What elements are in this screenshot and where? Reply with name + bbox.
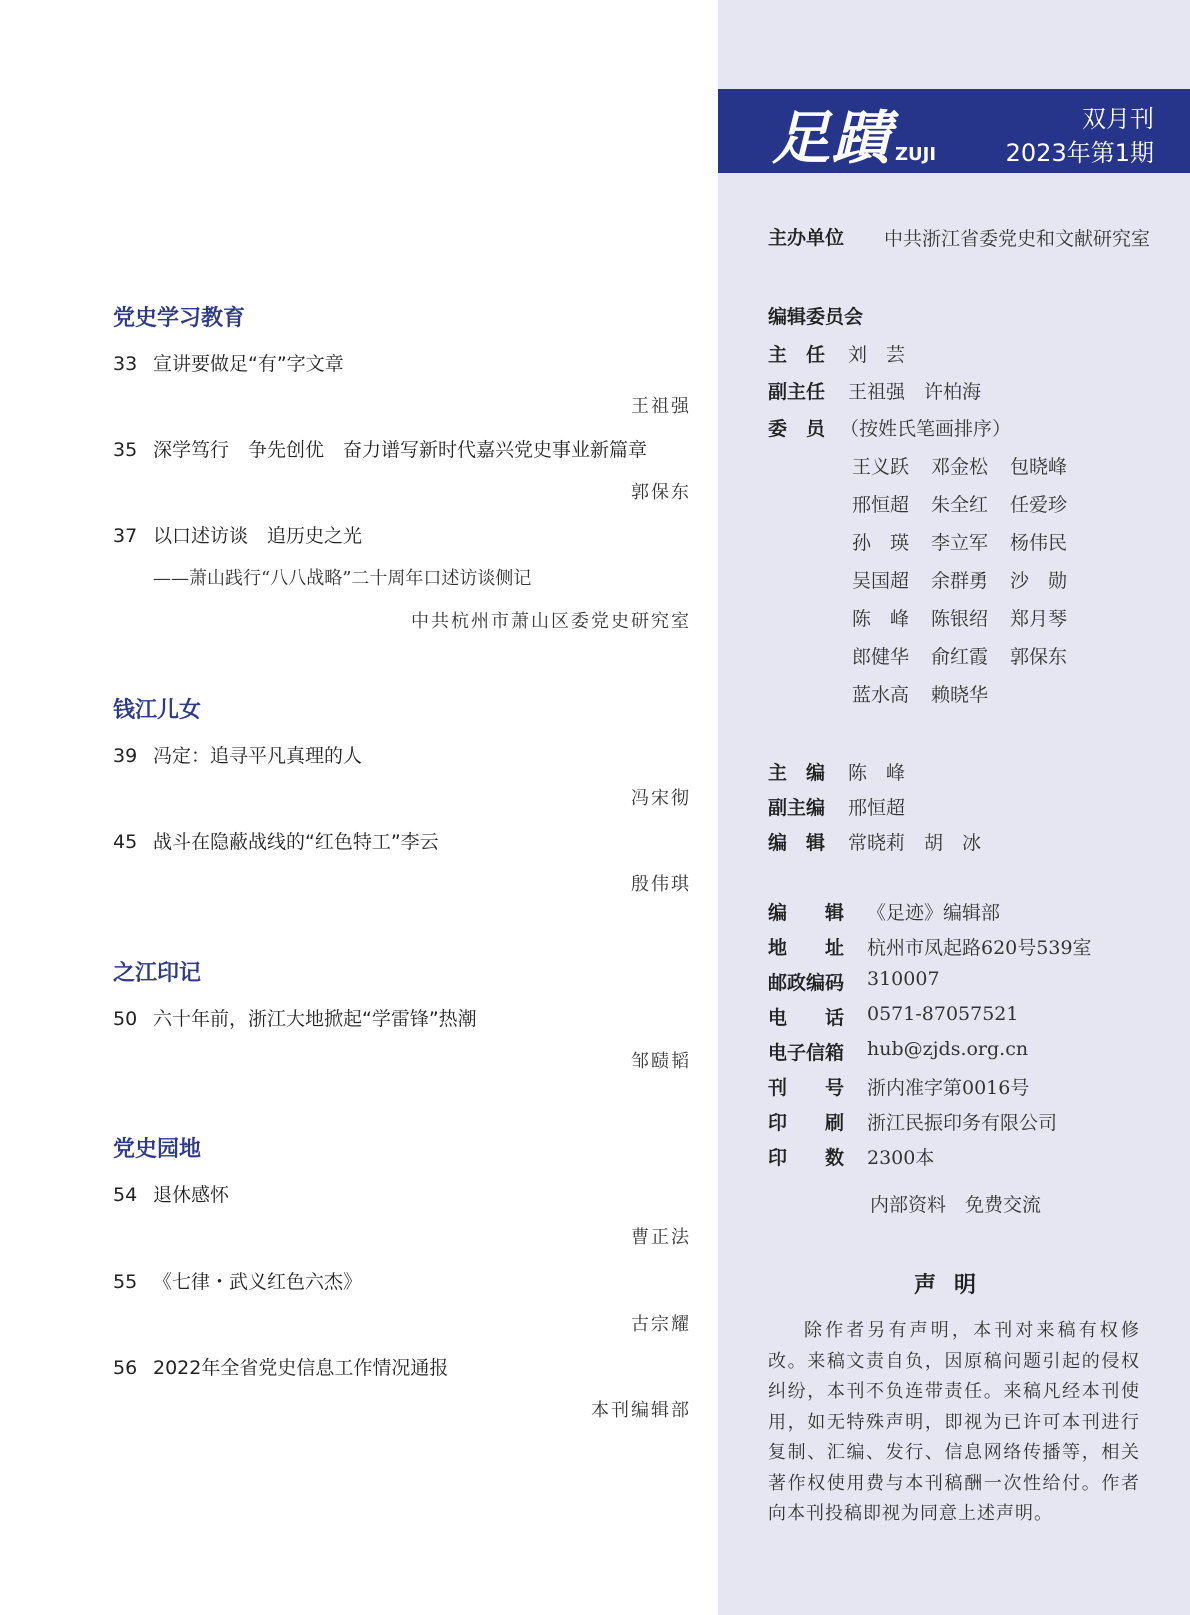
article-title-text: 深学笃行 争先创优 奋力谱写新时代嘉兴党史事业新篇章 bbox=[153, 439, 648, 461]
committee-member: 朱全红 bbox=[931, 494, 989, 516]
article-page-number: 37 bbox=[113, 525, 138, 547]
article-page-number: 50 bbox=[113, 1008, 138, 1030]
article-author: 郭保东 bbox=[631, 482, 691, 503]
article-page-number: 56 bbox=[113, 1357, 138, 1379]
article-title-text: 冯定：追寻平凡真理的人 bbox=[153, 745, 363, 767]
article-title-text: 战斗在隐蔽战线的“红色特工”李云 bbox=[153, 831, 439, 853]
declaration-text: 除作者另有声明，本刊对来稿有权修改。来稿文责自负，因原稿问题引起的侵权纠纷，本刊不负连带责任。来稿凡经本刊使用，如无特殊声明，即视为已许可本刊进行复制、汇编、发行、信息网络传播等，相关著作权使用费与本刊稿酬一次性给付。作者向本刊投稿即视为同意上述声明。 bbox=[768, 1320, 1140, 1524]
section-title: 之江印记 bbox=[113, 961, 202, 986]
info-label: 电子信箱 bbox=[768, 1042, 845, 1064]
editors-label: 编 辑 bbox=[768, 832, 826, 854]
director-label: 主 任 bbox=[768, 344, 826, 366]
email-value[interactable]: hub@zjds.org.cn bbox=[867, 1038, 1029, 1060]
article-title-text: 六十年前，浙江大地掀起“学雷锋”热潮 bbox=[153, 1008, 477, 1030]
info-value: 浙内准字第0016号 bbox=[867, 1077, 1030, 1099]
committee-members-row bbox=[852, 566, 1089, 593]
article-author: 中共杭州市萧山区委党史研究室 bbox=[411, 611, 691, 632]
article-title[interactable] bbox=[113, 741, 362, 768]
committee-member: 俞红霞 bbox=[931, 646, 989, 668]
issue-number: 2023年第1期 bbox=[1005, 139, 1154, 167]
committee-member: 邓金松 bbox=[931, 456, 989, 478]
article-author: 曹正法 bbox=[631, 1227, 691, 1248]
deputy-chief-editor-label: 副主编 bbox=[768, 797, 826, 819]
info-value: 杭州市凤起路620号539室 bbox=[867, 937, 1092, 959]
deputy-director-label: 副主任 bbox=[768, 381, 826, 403]
article-title[interactable] bbox=[113, 827, 439, 854]
section-title: 党史学习教育 bbox=[113, 306, 246, 331]
journal-logo-pinyin: ZUJI bbox=[895, 144, 937, 165]
article-author: 邹赜韬 bbox=[631, 1051, 691, 1072]
journal-banner bbox=[718, 89, 1190, 173]
info-label: 地 址 bbox=[768, 937, 845, 959]
article-title[interactable] bbox=[113, 1267, 362, 1294]
article-page-number: 35 bbox=[113, 439, 138, 461]
article-title-text: 以口述访谈 追历史之光 bbox=[153, 525, 363, 547]
committee-member: 陈 峰 bbox=[852, 608, 910, 630]
section-title: 党史园地 bbox=[113, 1137, 202, 1162]
director-value: 刘 芸 bbox=[848, 344, 906, 366]
editors-value: 常晓莉 胡 冰 bbox=[848, 832, 982, 854]
info-label: 电 话 bbox=[768, 1007, 845, 1029]
committee-members-row bbox=[852, 680, 1010, 707]
article-author: 殷伟琪 bbox=[631, 874, 691, 895]
committee-title: 编辑委员会 bbox=[768, 306, 864, 328]
committee-member: 吴国超 bbox=[852, 570, 910, 592]
article-title-text: 《七律・武义红色六杰》 bbox=[153, 1271, 363, 1293]
committee-member: 蓝水高 bbox=[852, 684, 910, 706]
committee-member: 郑月琴 bbox=[1010, 608, 1068, 630]
sponsor-label: 主办单位 bbox=[768, 227, 845, 249]
committee-member: 孙 瑛 bbox=[852, 532, 910, 554]
committee-member: 余群勇 bbox=[931, 570, 989, 592]
chief-editor-value: 陈 峰 bbox=[848, 762, 906, 784]
info-value: 0571-87057521 bbox=[867, 1003, 1019, 1025]
committee-members-row bbox=[852, 452, 1089, 479]
article-page-number: 33 bbox=[113, 353, 138, 375]
article-title[interactable] bbox=[113, 1180, 229, 1207]
committee-member: 杨伟民 bbox=[1010, 532, 1068, 554]
journal-logo: 足蹟 bbox=[772, 104, 893, 172]
masthead-panel bbox=[718, 0, 1190, 1615]
committee-members-row bbox=[852, 642, 1089, 669]
deputy-director-value: 王祖强 许柏海 bbox=[848, 381, 982, 403]
committee-member: 沙 勋 bbox=[1010, 570, 1068, 592]
article-title-text: 2022年全省党史信息工作情况通报 bbox=[153, 1357, 449, 1379]
article-title-text: 退休感怀 bbox=[153, 1184, 230, 1206]
article-title[interactable] bbox=[113, 1353, 448, 1380]
article-author: 本刊编辑部 bbox=[591, 1400, 691, 1421]
declaration-title: 声明 bbox=[913, 1272, 994, 1298]
article-author: 冯宋彻 bbox=[631, 788, 691, 809]
publication-frequency: 双月刊 bbox=[1082, 105, 1154, 133]
info-label: 刊 号 bbox=[768, 1077, 845, 1099]
committee-member: 赖晓华 bbox=[931, 684, 989, 706]
committee-member: 郭保东 bbox=[1010, 646, 1068, 668]
committee-member: 李立军 bbox=[931, 532, 989, 554]
article-subtitle: ——萧山践行“八八战略”二十周年口述访谈侧记 bbox=[153, 568, 532, 589]
article-page-number: 39 bbox=[113, 745, 138, 767]
members-note: （按姓氏笔画排序） bbox=[840, 418, 1012, 440]
committee-member: 陈银绍 bbox=[931, 608, 989, 630]
article-page-number: 45 bbox=[113, 831, 138, 853]
committee-members-row bbox=[852, 604, 1089, 631]
committee-members-row bbox=[852, 490, 1089, 517]
section-title: 钱江儿女 bbox=[113, 698, 202, 723]
info-value: 《足迹》编辑部 bbox=[867, 902, 1001, 924]
article-author: 王祖强 bbox=[631, 396, 691, 417]
members-label: 委 员 bbox=[768, 418, 826, 440]
committee-members-row bbox=[852, 528, 1089, 555]
info-label: 编 辑 bbox=[768, 902, 845, 924]
info-value: 2300本 bbox=[867, 1147, 935, 1169]
article-author: 古宗耀 bbox=[631, 1314, 691, 1335]
info-value: 浙江民振印务有限公司 bbox=[867, 1112, 1058, 1134]
article-page-number: 55 bbox=[113, 1271, 138, 1293]
committee-member: 郎健华 bbox=[852, 646, 910, 668]
article-title[interactable] bbox=[113, 521, 362, 548]
info-value: 310007 bbox=[867, 968, 940, 990]
article-title[interactable] bbox=[113, 1004, 477, 1031]
sponsor-value: 中共浙江省委党史和文献研究室 bbox=[884, 228, 1151, 250]
article-title[interactable] bbox=[113, 435, 647, 462]
deputy-chief-editor-value: 邢恒超 bbox=[848, 797, 906, 819]
committee-member: 包晓峰 bbox=[1010, 456, 1068, 478]
chief-editor-label: 主 编 bbox=[768, 762, 826, 784]
committee-member: 王义跃 bbox=[852, 456, 910, 478]
info-label: 邮政编码 bbox=[768, 972, 845, 994]
article-title[interactable] bbox=[113, 349, 344, 376]
committee-member: 任爱珍 bbox=[1010, 494, 1068, 516]
committee-member: 邢恒超 bbox=[852, 494, 910, 516]
article-title-text: 宣讲要做足“有”字文章 bbox=[153, 353, 344, 375]
info-label: 印 数 bbox=[768, 1147, 845, 1169]
info-label: 印 刷 bbox=[768, 1112, 845, 1134]
article-page-number: 54 bbox=[113, 1184, 138, 1206]
internal-material-note: 内部资料 免费交流 bbox=[870, 1194, 1042, 1216]
